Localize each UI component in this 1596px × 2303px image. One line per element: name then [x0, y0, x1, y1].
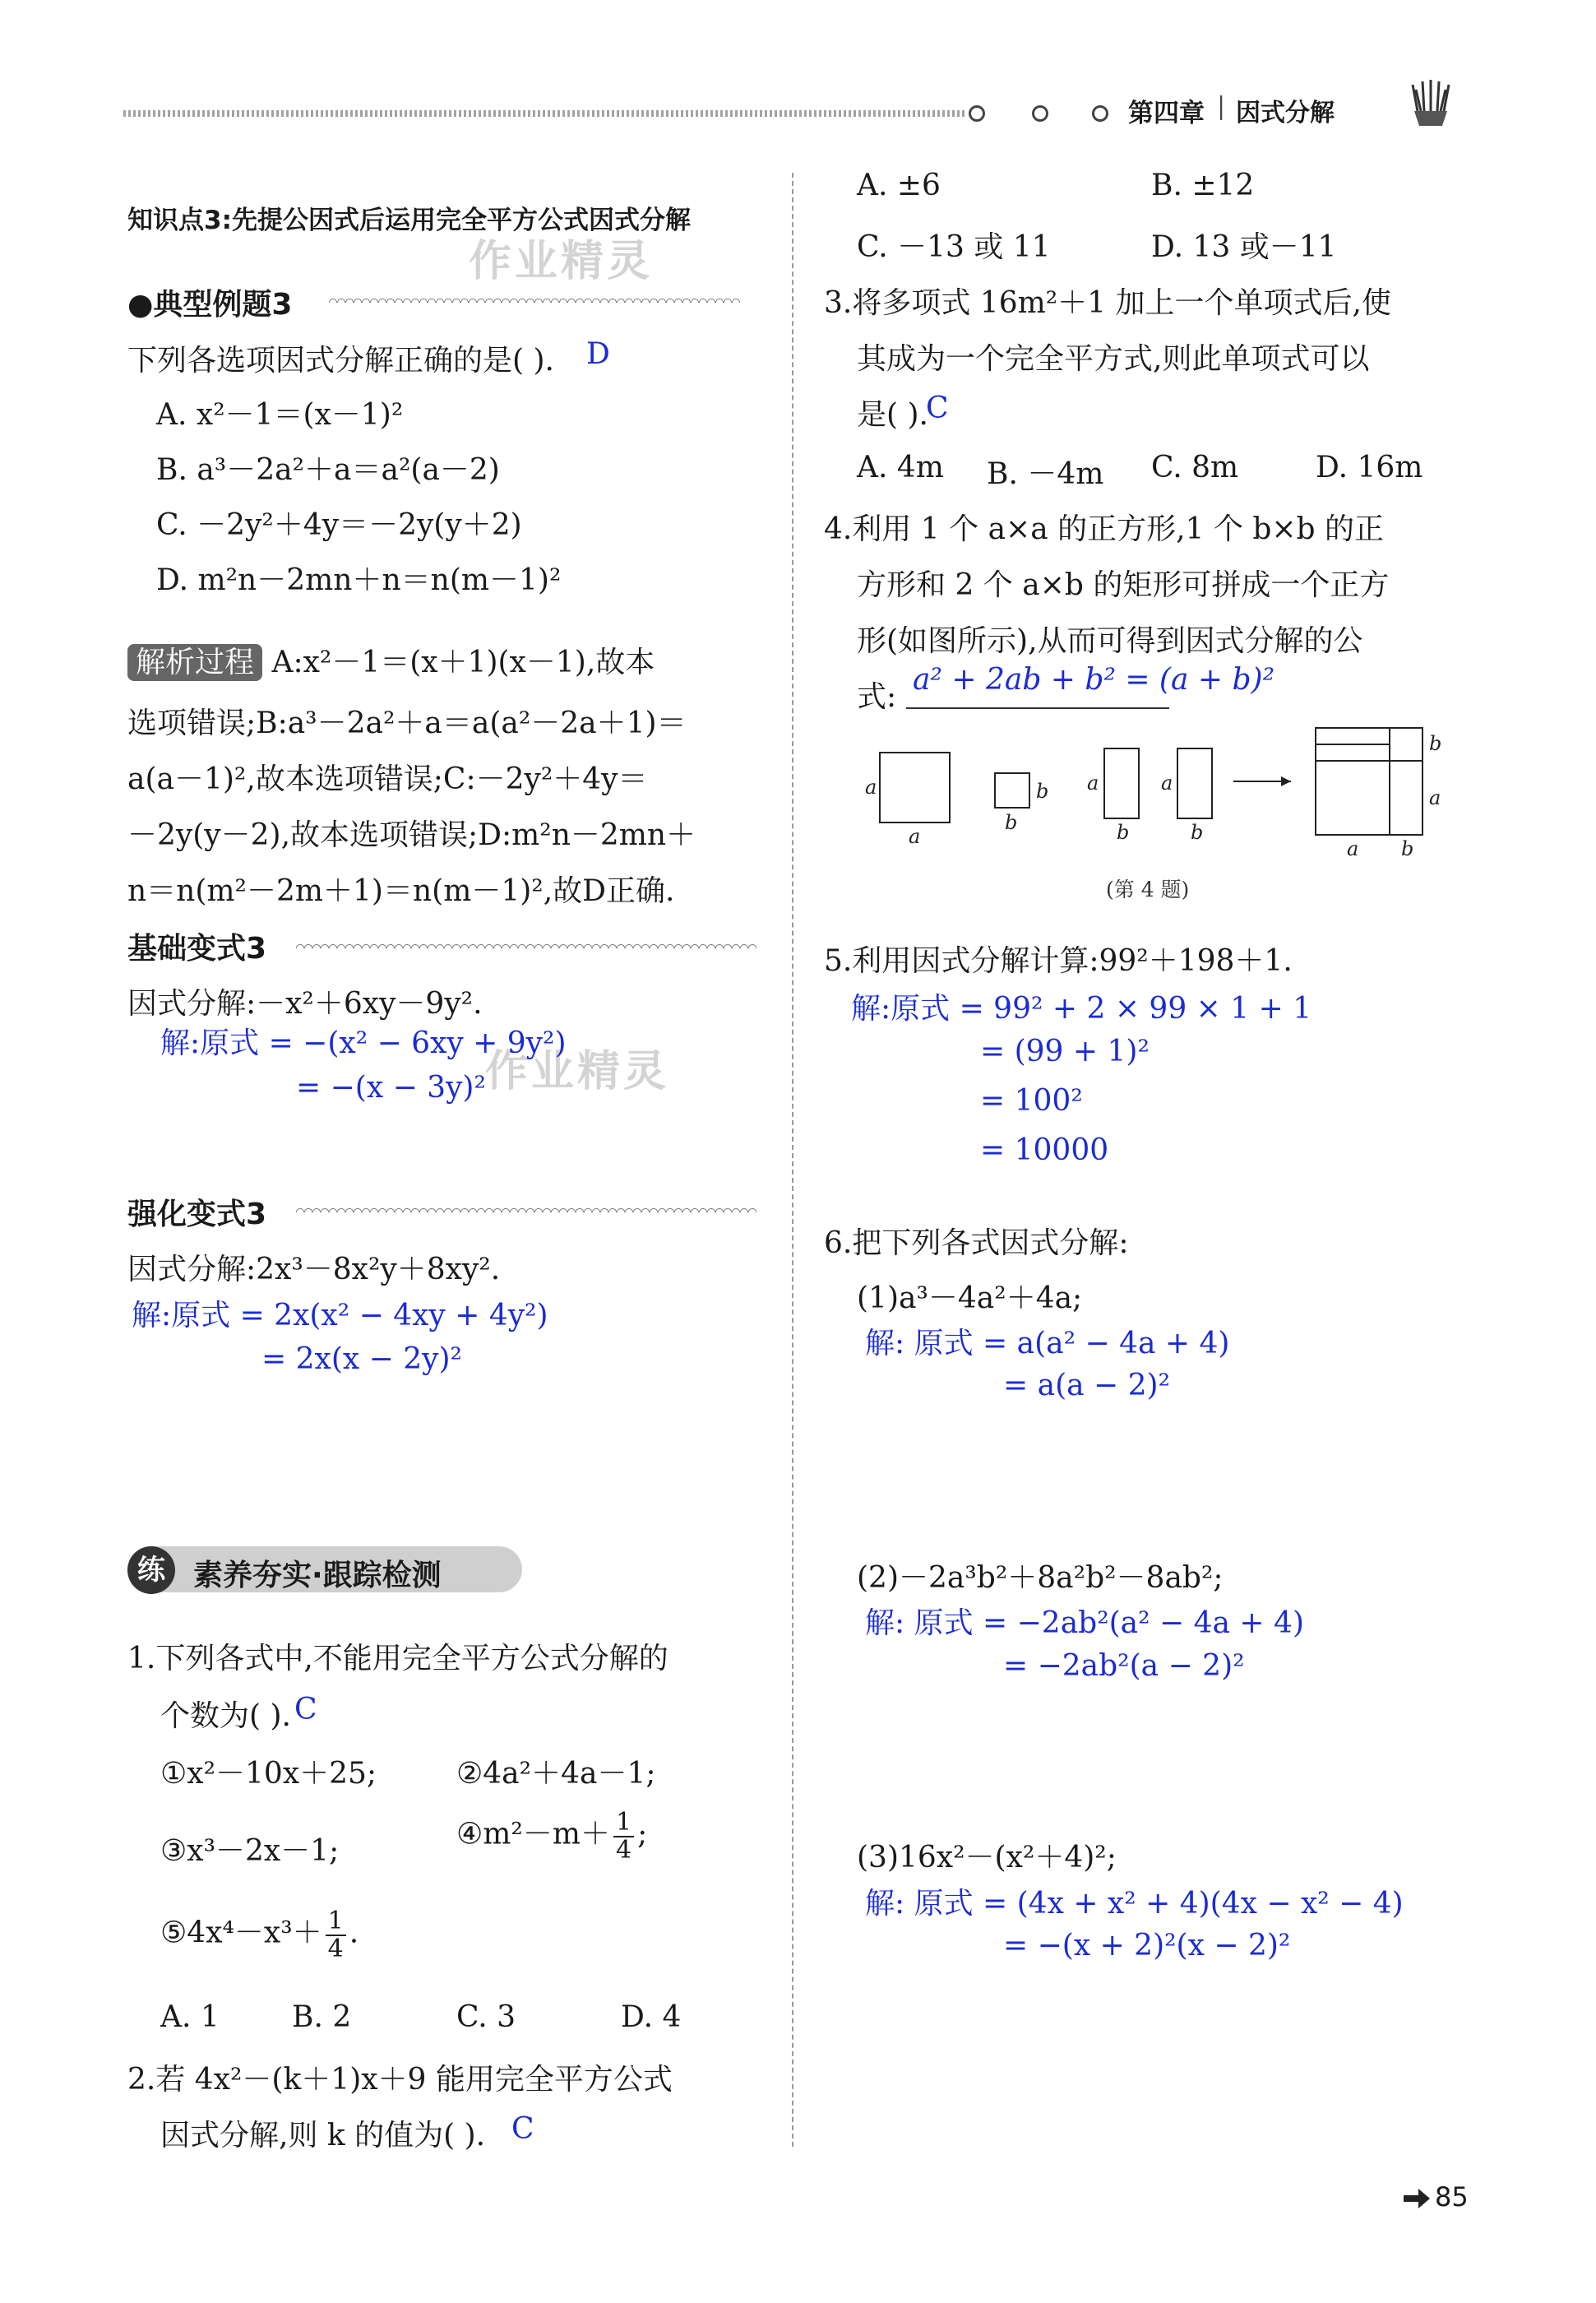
- q5-step-4: = 10000: [980, 1133, 1109, 1167]
- chapter-title: 因式分解: [1236, 99, 1335, 127]
- fraction-numerator: 1: [613, 1810, 634, 1837]
- strong-heading: 强化变式3: [127, 1198, 267, 1231]
- column-divider: [792, 173, 793, 2147]
- watermark: 作业精灵: [485, 1047, 670, 1096]
- rect-ab: [1177, 748, 1212, 818]
- header-dot: [1032, 105, 1048, 122]
- q4-line2: 方形和 2 个 a×b 的矩形可拼成一个正方: [857, 568, 1390, 602]
- q4-line3: 形(如图所示),从而可得到因式分解的公: [857, 624, 1363, 658]
- q3-line2: 其成为一个完全平方式,则此单项式可以: [857, 342, 1370, 376]
- label-a: a: [1087, 772, 1099, 795]
- q6-part-2-step-1: 解: 原式 = −2ab²(a² − 4a + 4): [865, 1606, 1304, 1640]
- q1-option-d: D. 4: [621, 2000, 682, 2034]
- q3-option-c: C. 8m: [1151, 451, 1239, 484]
- analysis-line: n＝n(m²－2m＋1)＝n(m－1)²,故D正确.: [127, 874, 675, 908]
- q1-line2: 个数为( ).: [160, 1699, 291, 1733]
- practice-icon: 练: [127, 1546, 175, 1594]
- q4-line1: 4.利用 1 个 a×a 的正方形,1 个 b×b 的正: [824, 512, 1385, 546]
- label-b: b: [1401, 837, 1414, 860]
- page-number: 85: [1435, 2181, 1469, 2213]
- strong-solution-1: 解:原式 = 2x(x² − 4xy + 4y²): [132, 1299, 548, 1332]
- q6-part-3-step-1: 解: 原式 = (4x + x² + 4)(4x − x² − 4): [865, 1887, 1404, 1921]
- wavy-rule: [296, 940, 756, 948]
- q1-item-3: ③x³－2x－1;: [160, 1834, 340, 1868]
- q5-question: 5.利用因式分解计算:99²＋198＋1.: [824, 944, 1293, 978]
- basic-solution-2: = −(x − 3y)²: [296, 1071, 486, 1105]
- label-b: b: [1036, 780, 1049, 803]
- q2-option-c: C. －13 或 11: [857, 230, 1051, 264]
- label-a: a: [865, 776, 877, 799]
- q1-item-5-text: ⑤4x⁴－x³＋: [160, 1916, 322, 1950]
- analysis-line: [127, 639, 655, 681]
- label-a: a: [1347, 837, 1359, 860]
- q6-question: 6.把下列各式因式分解:: [824, 1226, 1129, 1260]
- q3-answer: C: [926, 392, 949, 425]
- q6-part-1-step-1: 解: 原式 = a(a² − 4a + 4): [865, 1327, 1230, 1360]
- q5-step-1: 解:原式 = 99² + 2 × 99 × 1 + 1: [851, 992, 1312, 1026]
- example-heading: ●典型例题3: [127, 288, 293, 322]
- example-answer: D: [586, 337, 610, 371]
- answer-underline: [906, 707, 1169, 709]
- q6-part-1-step-2: = a(a − 2)²: [1003, 1369, 1171, 1402]
- strong-question: 因式分解:2x³－8x²y＋8xy².: [127, 1253, 501, 1286]
- knowledge-point-title: 知识点3:先提公因式后运用完全平方公式因式分解: [127, 206, 691, 235]
- figure-caption: (第 4 题): [1106, 878, 1190, 901]
- square-b: [995, 773, 1029, 808]
- option-d: D. m²n－2mn＋n＝n(m－1)²: [156, 563, 562, 597]
- square-a: [880, 753, 950, 822]
- q6-part-2-step-2: = −2ab²(a − 2)²: [1003, 1649, 1245, 1683]
- analysis-text: A:x²－1＝(x＋1)(x－1),故本: [271, 646, 655, 679]
- q1-option-a: A. 1: [160, 2000, 220, 2034]
- watermark: 作业精灵: [469, 237, 654, 286]
- arrow-right-icon: [1402, 2186, 1432, 2211]
- q1-item-1: ①x²－10x＋25;: [160, 1757, 377, 1791]
- q1-item-2: ②4a²＋4a－1;: [456, 1757, 656, 1791]
- q1-item-4-text: ④m²－m＋: [456, 1817, 610, 1851]
- fraction-denominator: 4: [327, 1934, 344, 1963]
- q1-item-5: ⑤4x⁴－x³＋ $\frac{1}{4}$ .: [160, 1907, 359, 1963]
- q6-part-3-step-2: = −(x + 2)²(x − 2)²: [1003, 1929, 1291, 1962]
- wavy-rule: [329, 294, 740, 303]
- q3-option-a: A. 4m: [857, 451, 944, 484]
- q1-item-4: ④m²－m＋ $\frac{1}{4}$ ;: [456, 1808, 648, 1865]
- q5-step-2: = (99 + 1)²: [980, 1035, 1150, 1068]
- basic-heading: 基础变式3: [127, 932, 267, 966]
- label-a: a: [1429, 786, 1441, 809]
- fraction: [326, 1908, 346, 1962]
- q2-option-d: D. 13 或－11: [1151, 230, 1337, 264]
- q3-line3: 是( ).: [857, 398, 928, 432]
- q1-answer: C: [294, 1693, 317, 1726]
- fraction-denominator: 4: [615, 1835, 632, 1865]
- q1-option-b: B. 2: [292, 2000, 352, 2034]
- q2-line2: 因式分解,则 k 的值为( ).: [160, 2119, 486, 2152]
- label-b: b: [1191, 821, 1204, 844]
- label-a: a: [909, 825, 921, 848]
- analysis-line: a(a－1)²,故本选项错误;C:－2y²＋4y＝: [127, 762, 648, 796]
- header-dot: [1092, 105, 1108, 122]
- label-b: b: [1005, 811, 1018, 834]
- q6-part-3: (3)16x²－(x²＋4)²;: [857, 1841, 1117, 1874]
- analysis-line: －2y(y－2),故本选项错误;D:m²n－2mn＋: [127, 818, 696, 852]
- example-question: [127, 337, 554, 379]
- practice-title: 素养夯实·跟踪检测: [193, 1559, 442, 1592]
- basic-solution-1: 解:原式 = −(x² − 6xy + 9y²): [160, 1026, 567, 1060]
- q5-step-3: = 100²: [980, 1084, 1083, 1118]
- q6-part-1: (1)a³－4a²＋4a;: [857, 1281, 1083, 1315]
- q4-answer: a² + 2ab + b² = (a + b)²: [913, 663, 1275, 697]
- label-b: b: [1117, 821, 1130, 844]
- q2-answer: C: [511, 2112, 534, 2146]
- strong-solution-2: = 2x(x − 2y)²: [261, 1342, 462, 1376]
- arrow-head: [1281, 776, 1291, 786]
- q1-line1: 1.下列各式中,不能用完全平方公式分解的: [127, 1642, 668, 1675]
- rect-ab: [1104, 748, 1139, 818]
- q3-option-b: B. －4m: [987, 457, 1104, 491]
- analysis-tag: 解析过程: [127, 644, 262, 681]
- wavy-rule: [296, 1204, 756, 1212]
- chapter-label: 第四章: [1128, 99, 1205, 128]
- q3-line1: 3.将多项式 16m²＋1 加上一个单项式后,使: [824, 286, 1391, 320]
- q2-option-a: A. ±6: [857, 169, 941, 202]
- q4-line4: 式:: [857, 680, 897, 714]
- q3-option-d: D. 16m: [1316, 451, 1423, 484]
- header-rule: [123, 110, 966, 117]
- basic-question: 因式分解:－x²＋6xy－9y².: [127, 987, 483, 1021]
- fraction-numerator: 1: [326, 1908, 346, 1936]
- q6-part-2: (2)－2a³b²＋8a²b²－8ab²;: [857, 1561, 1224, 1595]
- header-dot: [969, 105, 985, 122]
- q2-option-b: B. ±12: [1151, 169, 1255, 202]
- option-b: B. a³－2a²＋a＝a²(a－2): [156, 453, 500, 487]
- fraction: [613, 1810, 634, 1863]
- option-a: A. x²－1＝(x－1)²: [156, 398, 404, 432]
- question-text: 下列各选项因式分解正确的是( ).: [127, 344, 554, 378]
- plant-icon: [1406, 78, 1455, 127]
- q2-line1: 2.若 4x²－(k＋1)x＋9 能用完全平方公式: [127, 2063, 673, 2097]
- label-b: b: [1429, 732, 1442, 755]
- analysis-line: 选项错误;B:a³－2a²＋a＝a(a²－2a＋1)＝: [127, 707, 687, 740]
- header-separator: |: [1217, 92, 1226, 121]
- label-a: a: [1161, 772, 1173, 795]
- option-c: C. －2y²＋4y＝－2y(y＋2): [156, 508, 522, 542]
- q1-option-c: C. 3: [456, 2000, 516, 2034]
